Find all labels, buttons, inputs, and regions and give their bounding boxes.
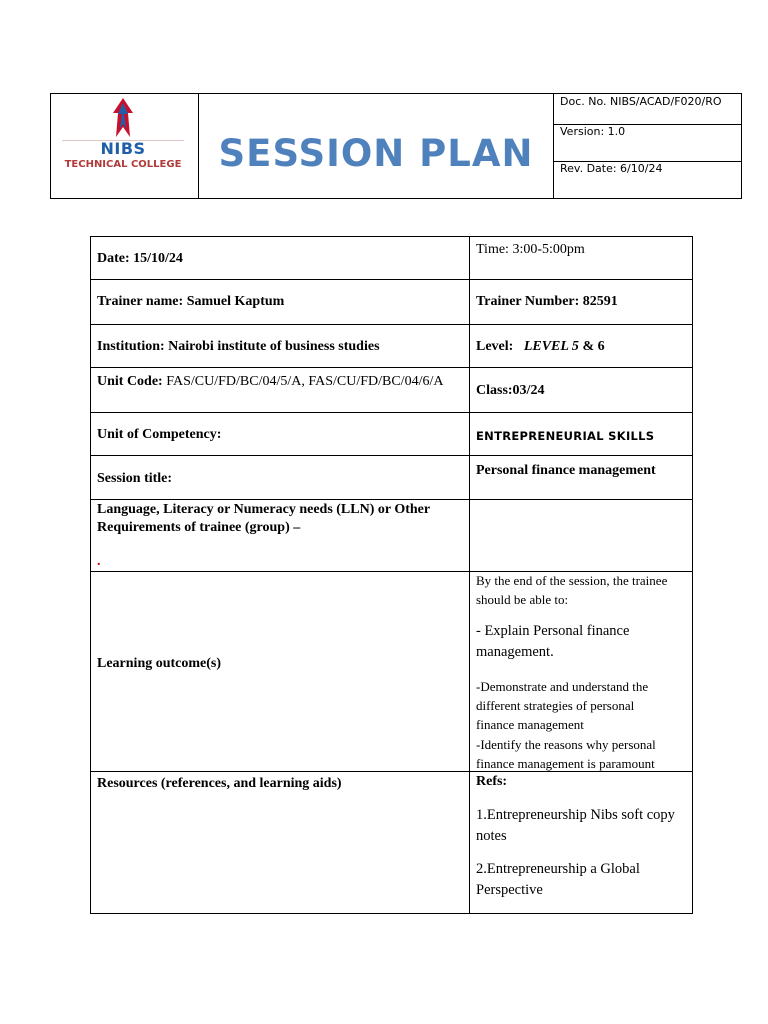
level-value: LEVEL 5 (523, 339, 579, 354)
reference-2-line-1: 2.Entrepreneurship a Global (476, 861, 640, 877)
session-title-value: Personal finance management (476, 463, 656, 478)
unit-of-competency-value: ENTREPRENEURIAL SKILLS (476, 429, 655, 443)
doc-number: Doc. No. NIBS/ACAD/F020/RO (560, 95, 722, 108)
resources-label: Resources (references, and learning aids) (97, 776, 342, 791)
outcome-3-line-1: -Identify the reasons why personal (476, 737, 656, 752)
trainer-number: Trainer Number: 82591 (476, 294, 618, 309)
refs-label: Refs: (476, 774, 508, 789)
session-title-label: Session title: (97, 471, 173, 486)
outcomes-intro-1: By the end of the session, the trainee (476, 573, 668, 588)
page-title: SESSION PLAN (218, 132, 534, 175)
unit-code (97, 373, 443, 391)
logo-name: NIBS (100, 139, 146, 158)
outcome-2-line-2: different strategies of personal (476, 698, 635, 713)
level-suffix: & 6 (582, 339, 605, 354)
college-logo (58, 97, 188, 187)
outcome-3-line-2: finance management is paramount (476, 756, 655, 771)
reference-1-line-1: 1.Entrepreneurship Nibs soft copy (476, 807, 675, 823)
lln-mark: . (97, 554, 101, 569)
logo-subtitle: TECHNICAL COLLEGE (64, 159, 182, 170)
revision-date: Rev. Date: 6/10/24 (560, 162, 663, 175)
unit-of-competency-label: Unit of Competency: (97, 427, 222, 442)
doc-version: Version: 1.0 (560, 125, 626, 138)
session-date: Date: 15/10/24 (97, 251, 183, 266)
institution: Institution: Nairobi institute of business studies (97, 339, 380, 354)
level-label: Level: (476, 339, 514, 354)
outcomes-intro-2: should be able to: (476, 592, 569, 607)
reference-1-line-2: notes (476, 828, 507, 844)
nibs-flame-icon (58, 97, 188, 139)
level (476, 338, 605, 356)
unit-code-value: FAS/CU/FD/BC/04/5/A, FAS/CU/FD/BC/04/6/A (166, 374, 444, 389)
learning-outcomes-label: Learning outcome(s) (97, 656, 222, 671)
session-time: Time: 3:00-5:00pm (476, 242, 585, 257)
lln-label-line-1: Language, Literacy or Numeracy needs (LLN) or Other (97, 502, 431, 517)
outcome-2-line-3: finance management (476, 717, 584, 732)
unit-code-label: Unit Code: (97, 374, 163, 389)
outcome-1-line-2: management. (476, 644, 554, 660)
lln-label-line-2: Requirements of trainee (group) – (97, 520, 301, 535)
class-code: Class:03/24 (476, 383, 545, 398)
outcome-2-line-1: -Demonstrate and understand the (476, 679, 649, 694)
trainer-name: Trainer name: Samuel Kaptum (97, 294, 285, 309)
reference-2-line-2: Perspective (476, 882, 543, 898)
outcome-1-line-1: - Explain Personal finance (476, 623, 630, 639)
